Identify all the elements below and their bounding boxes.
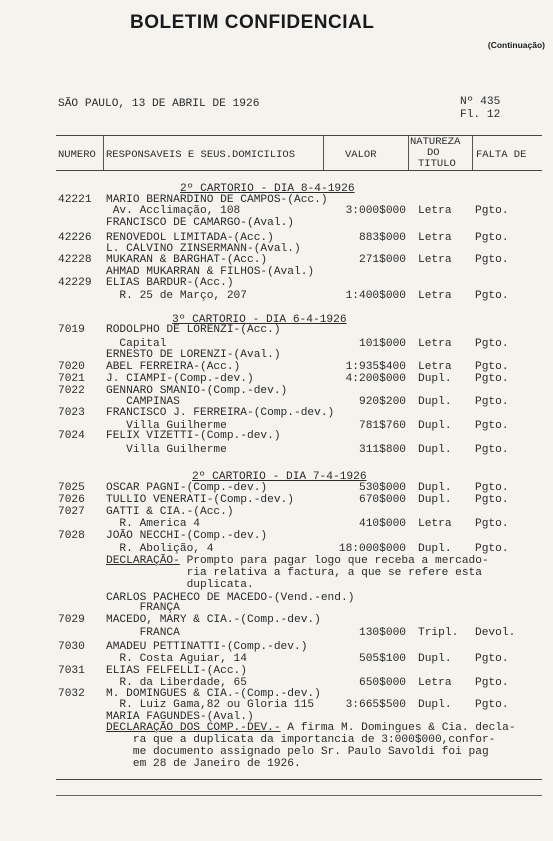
entry-number: 42226: [58, 232, 92, 244]
entry-number: 7029: [58, 614, 85, 626]
entry-description: OSCAR PAGNI-(Comp.-dev.): [106, 482, 268, 494]
entry-default-reason: Pgto.: [475, 420, 509, 432]
entry-description: R. 25 de Março, 207: [106, 290, 247, 302]
col-header-responsaveis: RESPONSAVEIS E SEUS.DOMICILIOS: [106, 149, 296, 161]
entry-title-type: Dupl.: [418, 396, 452, 408]
entry-default-reason: Pgto.: [475, 254, 509, 266]
entry-description: R. America 4: [106, 518, 200, 530]
entry-number: 7019: [58, 324, 85, 336]
entry-description: ria relativa a factura, a que se refere esta: [106, 567, 482, 579]
entry-number: 7028: [58, 530, 85, 542]
entry-description: R. Luiz Gama,82 ou Gloria 115: [106, 699, 315, 711]
entry-value: 271$000: [359, 254, 406, 266]
entry-title-type: Letra: [418, 254, 452, 266]
bottom-rule: [56, 795, 542, 796]
entry-default-reason: Pgto.: [475, 518, 509, 530]
col-divider: [472, 135, 473, 170]
entry-title-type: Letra: [418, 205, 452, 217]
entry-number: 7023: [58, 407, 85, 419]
entry-title-type: Dupl.: [418, 653, 452, 665]
col-header-numero: NUMERO: [58, 149, 96, 161]
col-divider: [323, 135, 324, 170]
entry-description: MACEDO, MARY & CIA.-(Comp.-dev.): [106, 614, 321, 626]
entry-number: 7030: [58, 641, 85, 653]
entry-default-reason: Pgto.: [475, 396, 509, 408]
entry-value: 781$760: [359, 420, 406, 432]
entry-default-reason: Pgto.: [475, 444, 509, 456]
entry-value: 130$000: [359, 627, 406, 639]
entry-value: 530$000: [359, 482, 406, 494]
entry-default-reason: Pgto.: [475, 494, 509, 506]
entry-description: ELIAS BARDUR-(Acc.): [106, 277, 234, 289]
entry-number: 7021: [58, 373, 85, 385]
entry-description: RODOLPHO DE LORENZI-(Acc.): [106, 324, 281, 336]
entry-description: FRANCISCO J. FERREIRA-(Comp.-dev.): [106, 407, 335, 419]
entry-description: MARIA FAGUNDES-(Aval.): [106, 711, 254, 723]
entry-default-reason: Pgto.: [475, 373, 509, 385]
entry-title-type: Dupl.: [418, 373, 452, 385]
entry-description: duplicata.: [106, 579, 254, 591]
entry-value: 18:000$000: [338, 543, 406, 555]
entry-value: 920$200: [359, 396, 406, 408]
entry-title-type: Letra: [418, 290, 452, 302]
entry-value: 3:000$000: [345, 205, 406, 217]
col-header-natureza-1: NATUREZA: [410, 136, 461, 148]
entry-description: M. DOMINGUES & CIA.-(Comp.-dev.): [106, 688, 321, 700]
entry-value: 3:665$500: [345, 699, 406, 711]
entry-default-reason: Pgto.: [475, 653, 509, 665]
entry-default-reason: Pgto.: [475, 361, 509, 373]
entry-default-reason: Devol.: [475, 627, 516, 639]
entry-description: CARLOS PACHECO DE MACEDO-(Vend.-end.): [106, 592, 355, 604]
section-heading: 2º CARTORIO - DIA 7-4-1926: [192, 471, 367, 483]
entry-value: 505$100: [359, 653, 406, 665]
entry-number: 7026: [58, 494, 85, 506]
entry-number: 7024: [58, 430, 85, 442]
entry-value: 1:400$000: [345, 290, 406, 302]
entry-default-reason: Pgto.: [475, 205, 509, 217]
entry-title-type: Letra: [418, 232, 452, 244]
col-divider: [103, 135, 104, 170]
entry-description: FELIX VIZETTI-(Comp.-dev.): [106, 430, 281, 442]
entry-description: GENNARO SMANIO-(Comp.-dev.): [106, 385, 288, 397]
declaration-text: A firma M. Domingues & Cia. decla-: [280, 722, 516, 734]
entry-number: 7022: [58, 385, 85, 397]
entry-description: [106, 556, 489, 567]
bulletin-number: Nº 435: [460, 96, 501, 108]
entry-title-type: Dupl.: [418, 494, 452, 506]
page-number: Fl. 12: [460, 109, 501, 121]
entry-description: GATTI & CIA.-(Acc.): [106, 506, 234, 518]
continuation-label: (Continuação): [487, 40, 545, 50]
entry-description: AHMAD MUKARRAN & FILHOS-(Aval.): [106, 266, 315, 278]
entry-value: 883$000: [359, 232, 406, 244]
entry-description: FRANCISCO DE CAMARGO-(Aval.): [106, 217, 294, 229]
entry-title-type: Letra: [418, 338, 452, 350]
entry-value: 4:200$000: [345, 373, 406, 385]
entry-number: 7032: [58, 688, 85, 700]
entry-description: RENOVEDOL LIMITADA-(Acc.): [106, 232, 274, 244]
entry-default-reason: Pgto.: [475, 677, 509, 689]
entry-default-reason: Pgto.: [475, 290, 509, 302]
col-header-natureza-2: DO: [427, 147, 440, 159]
entry-title-type: Tripl.: [418, 627, 459, 639]
entry-default-reason: Pgto.: [475, 699, 509, 711]
entry-number: 42221: [58, 194, 92, 206]
entry-default-reason: Pgto.: [475, 338, 509, 350]
entry-title-type: Dupl.: [418, 699, 452, 711]
col-header-natureza-3: TITULO: [418, 158, 456, 170]
declaration-label: DECLARAÇÃO-: [106, 555, 180, 567]
document-title: BOLETIM CONFIDENCIAL: [130, 12, 375, 33]
entry-description: ERNESTO DE LORENZI-(Aval.): [106, 349, 281, 361]
entry-value: 670$000: [359, 494, 406, 506]
entry-default-reason: Pgto.: [475, 232, 509, 244]
entry-description: JOÃO NECCHI-(Comp.-dev.): [106, 530, 268, 542]
entry-value: 650$000: [359, 677, 406, 689]
entry-number: 42228: [58, 254, 92, 266]
entry-description: Capital: [106, 338, 167, 350]
place-date: SÃO PAULO, 13 DE ABRIL DE 1926: [58, 98, 260, 110]
declaration-label: DECLARAÇÃO DOS COMP.-DEV.-: [106, 722, 281, 734]
entry-description: em 28 de Janeiro de 1926.: [106, 758, 301, 770]
entry-description: MUKARAN & BARGHAT-(Acc.): [106, 254, 268, 266]
section-heading: 2º CARTORIO - DIA 8-4-1926: [180, 183, 355, 195]
entry-description: CAMPINAS: [106, 396, 180, 408]
entry-value: 311$800: [359, 444, 406, 456]
col-divider: [408, 135, 409, 170]
entry-value: 410$000: [359, 518, 406, 530]
entry-description: FRANCA: [106, 627, 180, 639]
entry-description: me documento assignado pelo Sr. Paulo Savoldi foi pag: [106, 746, 489, 758]
entry-value: 101$000: [359, 338, 406, 350]
entry-description: J. CIAMPI-(Comp.-dev.): [106, 373, 254, 385]
entry-description: TULLIO VENERATI-(Comp.-dev.): [106, 494, 294, 506]
entry-description: FRANÇA: [106, 602, 180, 614]
entry-description: L. CALVINO ZINSERMANN-(Aval.): [106, 243, 301, 255]
entry-number: 7027: [58, 506, 85, 518]
entry-description: ABEL FERREIRA-(Acc.): [106, 361, 241, 373]
entry-number: 7031: [58, 665, 85, 677]
declaration-text: Prompto para pagar logo que receba a mercado-: [179, 555, 489, 567]
entry-description: [106, 723, 516, 734]
entry-description: AMADEU PETTINATTI-(Comp.-dev.): [106, 641, 308, 653]
table-top-rule: [56, 135, 542, 136]
entry-title-type: Letra: [418, 677, 452, 689]
entry-description: ra que a duplicata da importancia de 3:000$000,confor-: [106, 734, 496, 746]
entry-title-type: Dupl.: [418, 482, 452, 494]
entry-default-reason: Pgto.: [475, 543, 509, 555]
entry-number: 42229: [58, 277, 92, 289]
entry-number: 7025: [58, 482, 85, 494]
bottom-rule: [56, 779, 542, 780]
entry-title-type: Dupl.: [418, 543, 452, 555]
entry-title-type: Dupl.: [418, 444, 452, 456]
entry-title-type: Letra: [418, 361, 452, 373]
table-header-rule: [56, 170, 542, 171]
entry-description: Villa Guilherme: [106, 420, 227, 432]
entry-value: 1:935$400: [345, 361, 406, 373]
entry-description: ELIAS FELFELLI-(Acc.): [106, 665, 247, 677]
entry-description: Av. Acclimação, 108: [106, 205, 241, 217]
entry-description: Villa Guilherme: [106, 444, 227, 456]
entry-description: R. Abolição, 4: [106, 543, 214, 555]
col-header-valor: VALOR: [345, 149, 377, 161]
entry-description: R. Costa Aguiar, 14: [106, 653, 247, 665]
entry-description: MARIO BERNARDINO DE CAMPOS-(Acc.): [106, 194, 328, 206]
col-header-falta: FALTA DE: [476, 149, 527, 161]
section-heading: 3º CARTORIO - DIA 6-4-1926: [172, 314, 347, 326]
entry-description: R. da Liberdade, 65: [106, 677, 247, 689]
entry-title-type: Dupl.: [418, 420, 452, 432]
entry-title-type: Letra: [418, 518, 452, 530]
entry-default-reason: Pgto.: [475, 482, 509, 494]
entry-number: 7020: [58, 361, 85, 373]
